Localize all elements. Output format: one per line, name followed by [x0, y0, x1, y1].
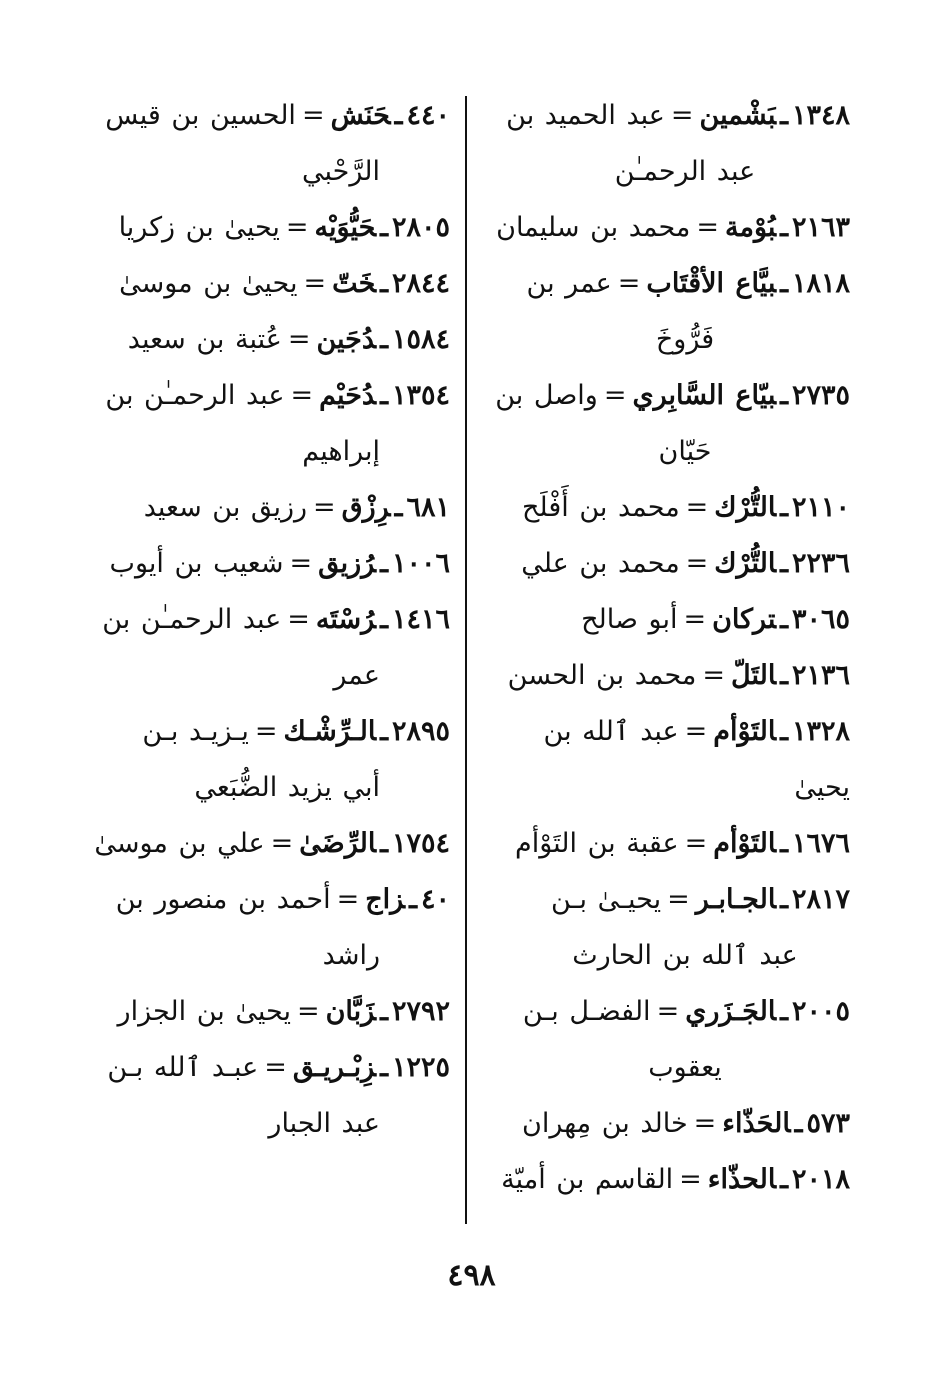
- index-entry: ١٧٥٤ـالرِّضَىٰ=علي بن موسىٰ: [94, 828, 450, 859]
- index-entry: ٢٨١٧ـالجـابـر=يحيـىٰ بـن عبد ٱلله بن الحارث: [551, 884, 850, 971]
- left-column: [80, 88, 450, 1152]
- index-entry: ٢٧٣٥ـبيّاع السَّابِري=واصل بن حَيّان: [495, 380, 850, 467]
- two-column-index: [80, 88, 850, 1223]
- index-entry: ٢١١٠ـالتُّرْك=محمد بن أَفْلَح: [521, 492, 850, 523]
- index-entry: ٢١٣٦ـالتَلّ=محمد بن الحسن: [507, 660, 850, 691]
- index-entry: ٢٨٩٥ـالـرِّشْـك=يـزيـد بـن أبي يزيد الضُّبَعي: [142, 716, 450, 803]
- index-entry: ٥٧٣ـالحَذّاء=خالد بن مِهران: [521, 1108, 850, 1139]
- index-entry: ٢٢٣٦ـالتُّرْك=محمد بن علي: [521, 548, 850, 579]
- index-entry: ٤٠ـزاج=أحمد بن منصور بن راشد: [115, 884, 450, 971]
- index-entry: ١٣٤٨ـبَشْمين=عبد الحميد بن عبد الرحمـٰن: [506, 100, 850, 187]
- index-entry: ١٠٠٦ـرُزيق=شعيب بن أيوب: [109, 548, 450, 579]
- index-entry: ١٣٢٨ـالتَوْأم=عبد ٱلله بن يحيىٰ: [543, 716, 850, 803]
- column-divider: [465, 96, 467, 1224]
- index-entry: ١٤١٦ـرُسْتَه=عبد الرحمـٰن بن عمر: [102, 604, 450, 691]
- index-entry: ٢٠١٨ـالحذّاء=القاسم بن أميّة: [501, 1164, 850, 1195]
- index-entry: ١٥٨٤ـدُجَين=عُتبة بن سعيد: [127, 324, 450, 355]
- index-entry: ١٣٥٤ـدُحَيْم=عبد الرحمـٰن بن إبراهيم: [105, 380, 450, 467]
- index-entry: ١٢٢٥ـزِبْـريـق=عبـد ٱلله بـن عبد الجبار: [107, 1052, 450, 1139]
- index-entry: ٦٨١ـرِزْق=رزيق بن سعيد: [143, 492, 450, 523]
- index-entry: ٢٨٤٤ـخَتّ=يحيىٰ بن موسىٰ: [119, 268, 450, 299]
- index-entry: ٣٠٦٥ـتركان=أبو صالح: [581, 604, 850, 635]
- index-entry: ٢١٦٣ـبُوْمة=محمد بن سليمان: [496, 212, 850, 243]
- index-entry: ٢٨٠٥ـحَيُّوَيْه=يحيىٰ بن زكريا: [118, 212, 450, 243]
- index-entry: ١٦٧٦ـالتَوْأم=عقبة بن التَوْأم: [514, 828, 850, 859]
- index-entry: ٤٤٠ـحَنَش=الحسين بن قيس الرَّحْبي: [105, 100, 450, 187]
- page-number: ٤٩٨: [447, 1258, 496, 1293]
- index-entry: ١٨١٨ـبيَّاع الأقْتَاب=عمر بن فَرُّوخَ: [526, 268, 850, 355]
- right-column: [480, 88, 850, 1208]
- index-entry: ٢٠٠٥ـالجَـزَري=الفضـل بـن يعقوب: [522, 996, 850, 1083]
- index-entry: ٢٧٩٢ـزَبَّان=يحيىٰ بن الجزار: [117, 996, 450, 1027]
